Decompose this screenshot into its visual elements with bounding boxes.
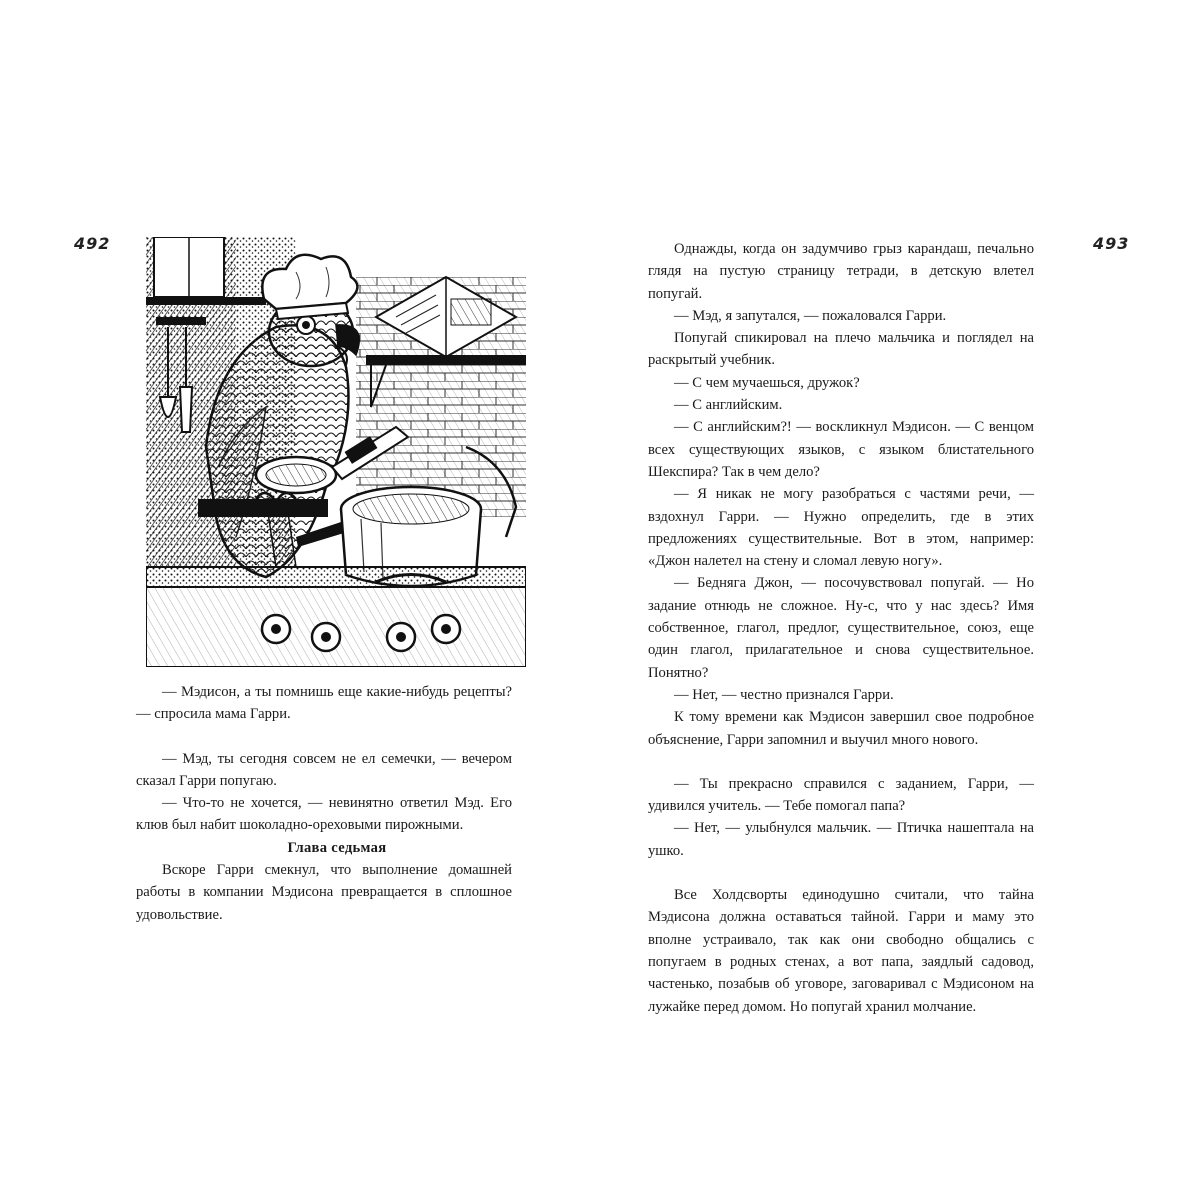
right-page-text xyxy=(648,238,1034,1018)
paragraph: — Мэд, я запутался, — пожаловался Гарри. xyxy=(674,307,947,324)
chapter-heading: Глава седьмая xyxy=(287,839,387,856)
paragraph: Попугай спикировал на плечо мальчика и поглядел на раскрытый учебник. xyxy=(648,330,1034,369)
parrot-chef-illustration xyxy=(146,237,526,667)
paragraph: К тому времени как Мэдисон завершил свое подробное объяснение, Гарри запомнил и выучил много нового. xyxy=(648,709,1034,748)
paragraph: — С английским?! — воскликнул Мэдисон. — С венцом всех существующих языков, с языком блистательного Шекспира? Так в чем дело? xyxy=(648,419,1034,480)
paragraph: Однажды, когда он задумчиво грыз карандаш, печально глядя на пустую страницу тетради, в детскую влетел попугай. xyxy=(648,241,1034,302)
paragraph: Вскоре Гарри смекнул, что выполнение домашней работы в компании Мэдисона превращается в сплошное удовольствие. xyxy=(136,862,512,923)
paragraph: — Мэдисон, а ты помнишь еще какие-нибудь рецепты? — спросила мама Гарри. xyxy=(136,684,512,723)
paragraph: — С английским. xyxy=(674,397,783,414)
paragraph: — Я никак не могу разобраться с частями речи, — вздохнул Гарри. — Нужно определить, где в этих предложениях существительные. Вот в этом, например: «Джон налетел на стену и сломал левую ногу». xyxy=(648,486,1034,570)
paragraph: — Ты прекрасно справился с заданием, Гарри, — удивился учитель. — Тебе помогал папа? xyxy=(648,775,1034,815)
paragraph: — Что-то не хочется, — невинятно ответил Мэд. Его клюв был набит шоколадно-ореховыми пирожными. xyxy=(136,795,512,834)
paragraph: — С чем мучаешься, дружок? xyxy=(674,374,860,391)
left-page-text xyxy=(136,681,512,926)
page-number-left: 492 xyxy=(74,234,111,253)
paragraph: Все Холдсворты единодушно считали, что тайна Мэдисона должна оставаться тайной. Гарри и маму это вполне устраивало, так как они свободно общались с попугаем в родных стенах, а вот папа, заядлый садовод, частенько, позабыв об уговоре, заговаривал с Мэдисоном на лужайке перед домом. Но попугай хранил молчание. xyxy=(648,887,1034,1015)
paragraph: — Нет, — улыбнулся мальчик. — Птичка нашептала на ушко. xyxy=(648,820,1034,859)
paragraph: — Нет, — честно признался Гарри. xyxy=(674,686,894,703)
page-number-right: 493 xyxy=(1093,234,1130,253)
paragraph: — Мэд, ты сегодня совсем не ел семечки, — вечером сказал Гарри попугаю. xyxy=(136,750,512,789)
paragraph: — Бедняга Джон, — посочувствовал попугай. — Но задание отнюдь не сложное. Ну-с, что у нас здесь? Имя собственное, глагол, предлог, существительное, союз, еще один глагол, прилагательное и снова существительное. Понятно? xyxy=(648,575,1034,681)
